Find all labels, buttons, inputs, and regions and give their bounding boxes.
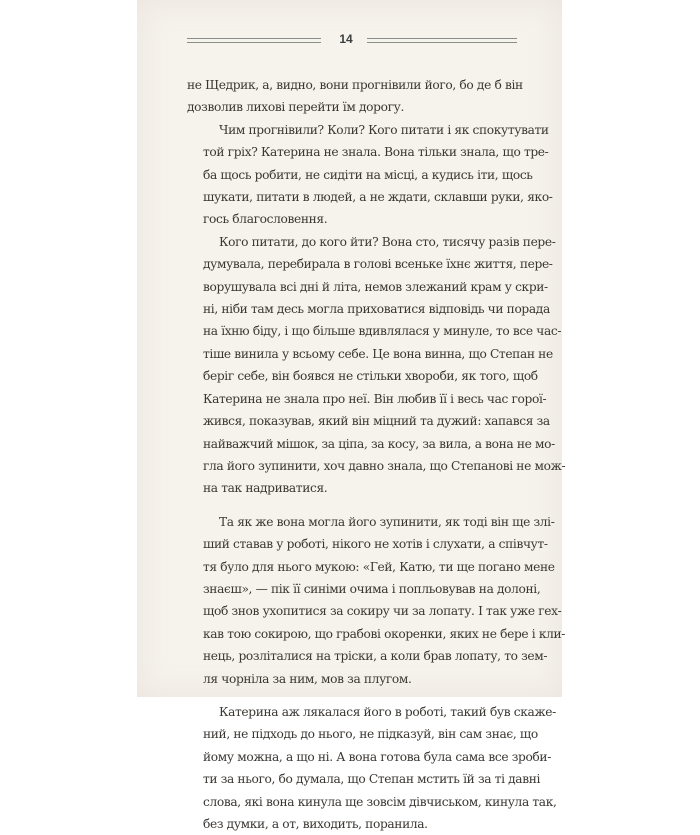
text-line: шукати, питати в людей, а не ждати, склавши руки, яко- <box>203 190 553 205</box>
paragraph-4 <box>187 511 566 690</box>
page-header <box>187 32 517 48</box>
text-line: знаєш», — пік її синіми очима і попльовував на долоні, <box>203 581 541 596</box>
book-page <box>137 0 566 831</box>
text-line: думувала, перебирала в голові всеньке їхнє життя, пере- <box>203 257 553 272</box>
text-line: Катерина аж лякалася його в роботі, такий був скаже- <box>219 704 556 719</box>
text-line: тіше винила у всьому себе. Це вона винна, що Степан не <box>203 346 553 361</box>
text-line: гла його зупинити, хоч давно знала, що Степанові не мож- <box>203 458 566 473</box>
text-line: ти за нього, бо думала, що Степан мстить їй за ті давні <box>203 772 541 787</box>
text-line: Чим прогнівили? Коли? Кого питати і як спокутувати <box>219 122 549 137</box>
text-line: ший ставав у роботі, нікого не хотів і слухати, а співчут- <box>203 537 548 552</box>
text-line: не Щедрик, а, видно, вони прогнівили його, бо де б він <box>187 78 523 92</box>
text-line: ба щось робити, не сидіти на місці, а кудись іти, щось <box>203 167 533 182</box>
text-line: найважчий мішок, за ціпа, за косу, за вила, а вона не мо- <box>203 436 555 451</box>
header-rule-left <box>187 38 321 43</box>
text-line: йому можна, а що ні. А вона готова була сама все зроби- <box>203 749 551 764</box>
text-line: дозволив лихові перейти їм дорогу. <box>187 100 404 115</box>
text-line: на так надриватися. <box>203 481 328 496</box>
text-line: слова, які вона кинула ще зовсім дівчиськом, кинула так, <box>203 794 557 809</box>
text-line: ні, ніби там десь могла приховатися відповідь чи порада <box>203 302 550 317</box>
text-line: без думки, а от, виходить, поранила. <box>203 817 428 831</box>
body-text <box>187 74 566 835</box>
text-line: щоб знов ухопитися за сокиру чи за лопату. І так уже гех- <box>203 604 562 619</box>
text-line: Та як же вона могла його зупинити, як тоді він ще злі- <box>219 514 555 529</box>
text-line: той гріх? Катерина не знала. Вона тільки знала, що тре- <box>203 145 549 160</box>
text-line: ворушувала всі дні й літа, немов злежаний крам у скри- <box>203 279 548 294</box>
text-line: нець, розліталися на тріски, а коли брав лопату, то зем- <box>203 649 548 664</box>
text-line: тя було для нього мукою: «Гей, Катю, ти ще погано мене <box>203 559 555 574</box>
paragraph-3 <box>187 231 566 500</box>
paragraph-2 <box>187 119 553 231</box>
text-line: Кого питати, до кого йти? Вона сто, тисячу разів пере- <box>219 234 556 249</box>
text-line: жився, показував, який він міцний та дужий: хапався за <box>203 414 550 429</box>
header-rule-right <box>367 38 517 43</box>
text-line: Катерина не знала про неї. Він любив її і весь час горої- <box>203 391 547 406</box>
paragraph-5 <box>187 701 557 835</box>
text-line: гось благословення. <box>203 212 328 227</box>
text-line: кав тою сокирою, що грабові окоренки, яких не бере і кли- <box>203 626 566 641</box>
page-number: 14 <box>339 32 353 46</box>
text-line: на їхню біду, і що більше вдивлялася у минуле, то все час- <box>203 324 562 339</box>
text-line: беріг себе, він боявся не стільки хвороби, як того, щоб <box>203 369 538 384</box>
text-line: ний, не підходь до нього, не підказуй, він сам знає, що <box>203 727 538 742</box>
paragraph-1 <box>187 74 523 119</box>
text-line: ля чорніла за ним, мов за плугом. <box>203 671 412 686</box>
